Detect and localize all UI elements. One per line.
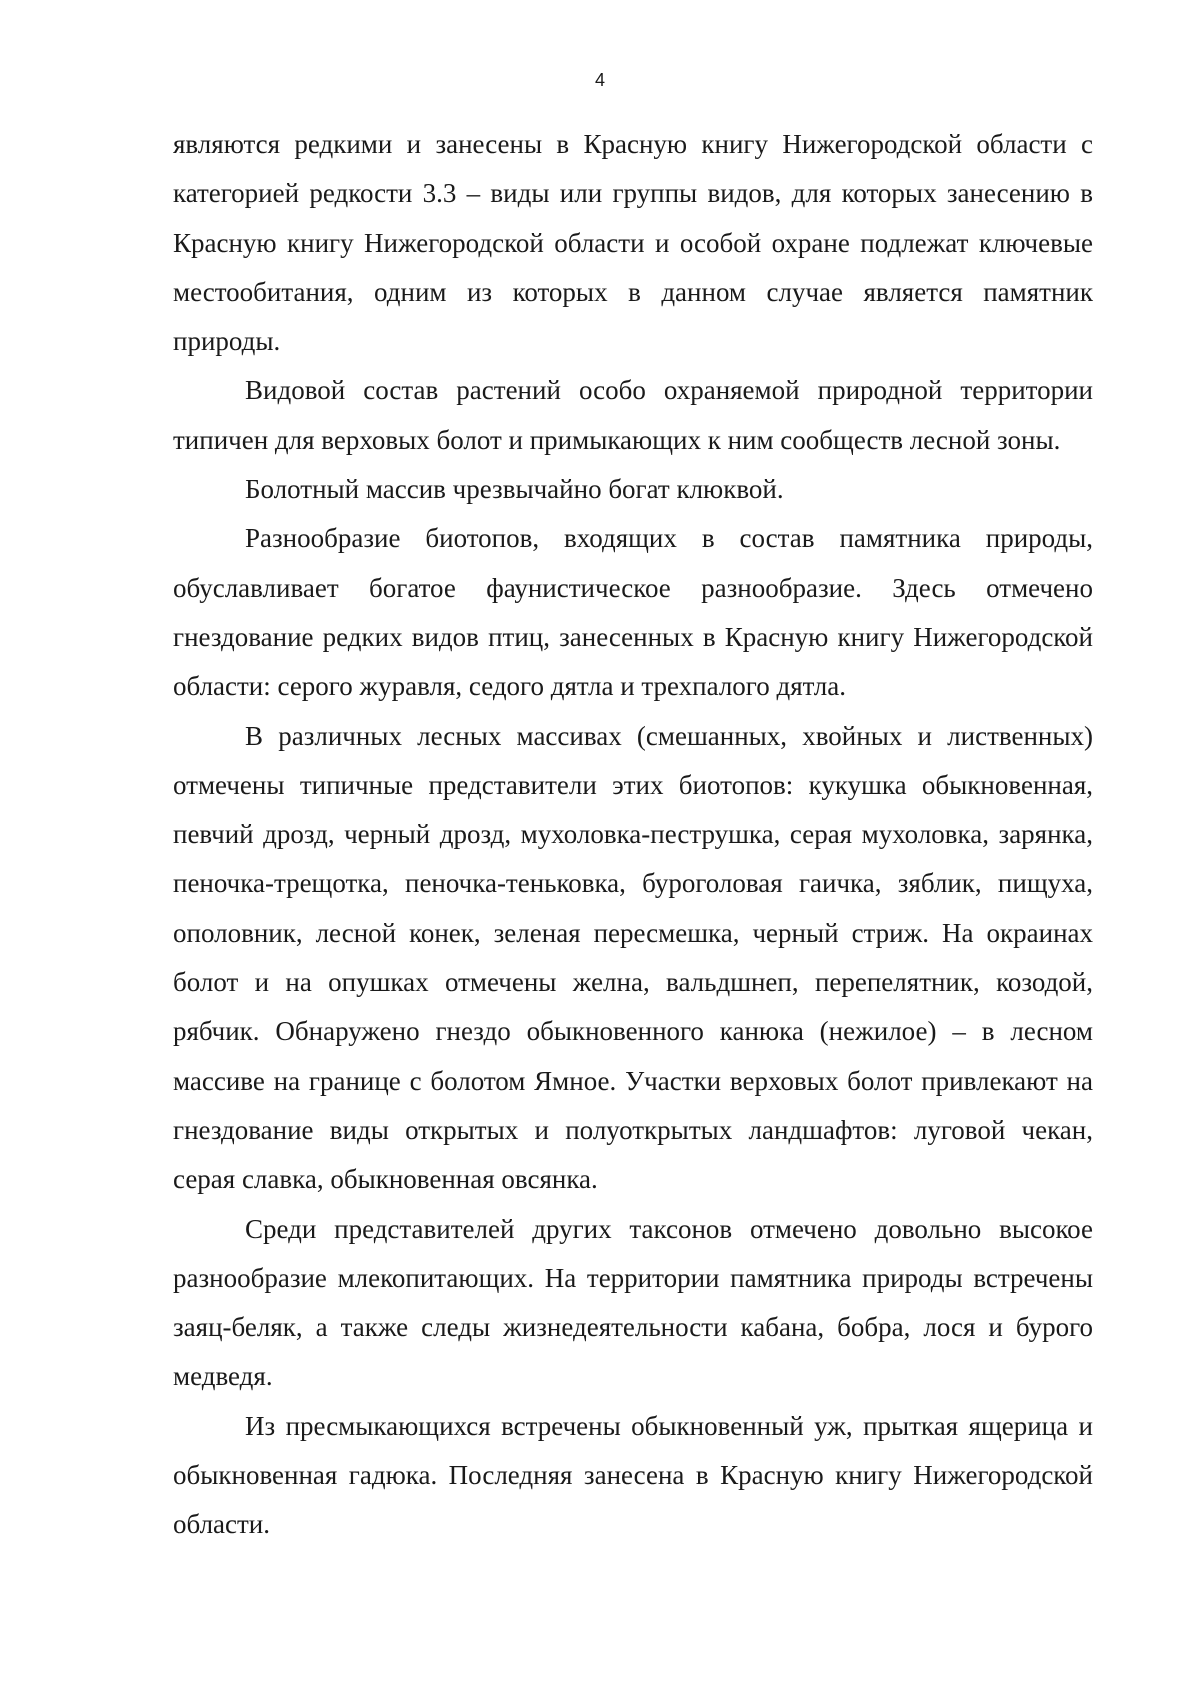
page-number: 4 xyxy=(594,70,605,90)
paragraph-mammals: Среди представителей других таксонов отмечено довольно высокое разнообразие млекопитающих. На территории памятника природы встречены заяц-беляк, а также следы жизнедеятельности кабана, бобра, лося и бурого медведя. xyxy=(173,1213,1093,1392)
paragraph-continuation: являются редкими и занесены в Красную книгу Нижегородской области с категорией редкости 3.3 – виды или группы видов, для которых занесению в Красную книгу Нижегородской области и особой охране подлежат ключевые местообитания, одним из которых в данном случае является памятник природы. xyxy=(173,129,1093,357)
paragraph-biotope-diversity: Разнообразие биотопов, входящих в состав памятника природы, обуславливает богатое фаунистическое разнообразие. Здесь отмечено гнездование редких видов птиц, занесенных в Красную книгу Нижегородской области: серого журавля, седого дятла и трехпалого дятла. xyxy=(173,523,1093,702)
paragraph-cranberry: Болотный массив чрезвычайно богат клюквой. xyxy=(245,474,784,505)
document-body xyxy=(173,120,1093,1550)
paragraph-forest-birds: В различных лесных массивах (смешанных, хвойных и лиственных) отмечены типичные представители этих биотопов: кукушка обыкновенная, певчий дрозд, черный дрозд, мухоловка-пеструшка, серая мухоловка, зарянка, пеночка-трещотка, пеночка-теньковка, буроголовая гаичка, зяблик, пищуха, ополовник, лесной конек, зеленая пересмешка, черный стриж. На окраинах болот и на опушках отмечены желна, вальдшнеп, перепелятник, козодой, рябчик. Обнаружено гнездо обыкновенного канюка (нежилое) – в лесном массиве на границе с болотом Ямное. Участки верховых болот привлекают на гнездование виды открытых и полуоткрытых ландшафтов: луговой чекан, серая славка, обыкновенная овсянка. xyxy=(173,720,1093,1195)
paragraph-reptiles: Из пресмыкающихся встречены обыкновенный уж, прыткая ящерица и обыкновенная гадюка. Последняя занесена в Красную книгу Нижегородской области. xyxy=(173,1410,1093,1540)
paragraph-plant-composition: Видовой состав растений особо охраняемой природной территории типичен для верховых болот и примыкающих к ним сообществ лесной зоны. xyxy=(173,375,1093,455)
